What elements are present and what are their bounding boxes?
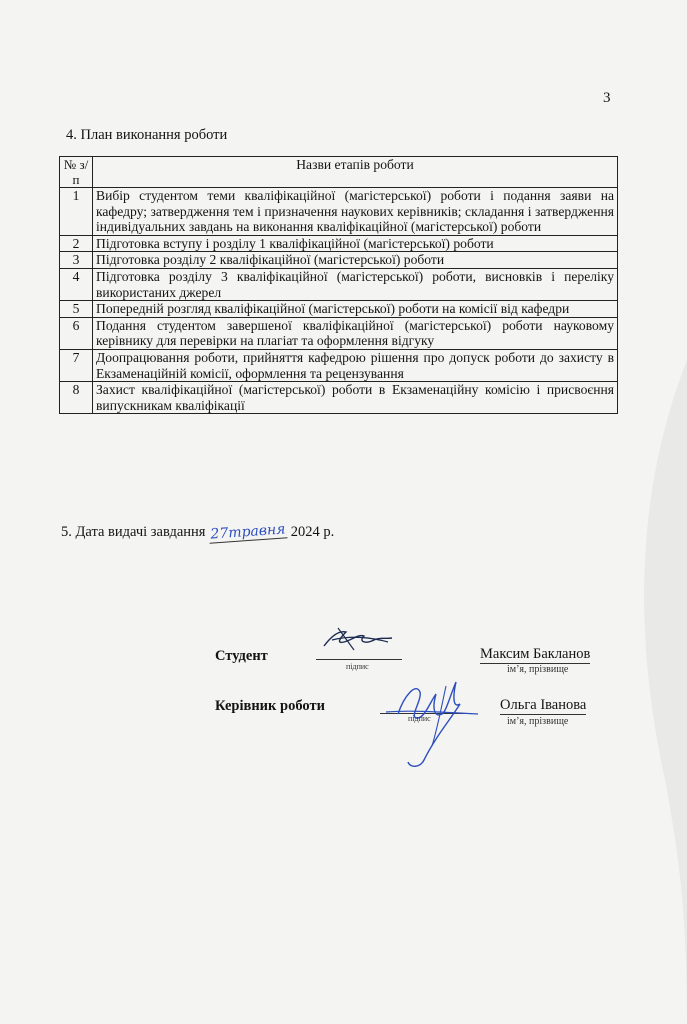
table-row xyxy=(60,268,618,300)
issue-date-label: 5. Дата видачі завдання xyxy=(61,524,206,540)
stage-text: Підготовка розділу 2 кваліфікаційної (магістерської) роботи xyxy=(93,252,618,269)
row-number: 3 xyxy=(60,252,93,269)
supervisor-full-name: Ольга Іванова xyxy=(500,697,587,713)
supervisor-name-caption: ім’я, прізвище xyxy=(507,716,569,727)
issue-date-year: 2024 р. xyxy=(290,524,335,540)
student-signature-caption: підпис xyxy=(346,662,369,671)
stage-text: Підготовка вступу і розділу 1 кваліфікаційної (магістерської) роботи xyxy=(93,235,618,252)
stage-text: Доопрацювання роботи, прийняття кафедрою рішення про допуск роботи до захисту в Екзаменаційній комісії, оформлення та рецензування xyxy=(93,349,618,381)
issue-date-line xyxy=(61,521,335,543)
table-row xyxy=(60,235,618,252)
supervisor-signature-caption: підпис xyxy=(408,714,431,723)
row-number: 7 xyxy=(60,349,93,381)
stage-text: Попередній розгляд кваліфікаційної (магістерської) роботи на комісії від кафедри xyxy=(93,301,618,318)
column-header-stage-name: Назви етапів роботи xyxy=(93,157,618,188)
row-number: 2 xyxy=(60,235,93,252)
stage-text: Захист кваліфікаційної (магістерської) роботи в Екзаменаційну комісію і присвоєння випускникам кваліфікації xyxy=(93,382,618,414)
stage-text: Підготовка розділу 3 кваліфікаційної (магістерської) роботи, висновків і переліку використаних джерел xyxy=(93,268,618,300)
plan-section-title: 4. План виконання роботи xyxy=(66,127,228,143)
row-number: 6 xyxy=(60,317,93,349)
paper-fold-shadow xyxy=(560,360,687,1024)
student-full-name: Максим Бакланов xyxy=(480,646,591,662)
handwritten-date: 27травня xyxy=(210,521,287,543)
table-row xyxy=(60,252,618,269)
row-number: 4 xyxy=(60,268,93,300)
supervisor-role-label: Керівник роботи xyxy=(215,698,325,714)
table-row xyxy=(60,349,618,381)
table-row xyxy=(60,301,618,318)
table-row xyxy=(60,188,618,236)
table-header-row xyxy=(60,157,618,188)
stage-text: Подання студентом завершеної кваліфікаційної (магістерської) роботи науковому керівнику для перевірки на плагіат та оформлення відгуку xyxy=(93,317,618,349)
table-row xyxy=(60,317,618,349)
student-role-label: Студент xyxy=(215,648,268,664)
table-row xyxy=(60,382,618,414)
work-plan-table xyxy=(59,156,618,414)
student-signature-mark xyxy=(318,624,398,656)
student-name-caption: ім’я, прізвище xyxy=(507,664,569,675)
row-number: 1 xyxy=(60,188,93,236)
row-number: 8 xyxy=(60,382,93,414)
stage-text: Вибір студентом теми кваліфікаційної (магістерської) роботи і подання заяви на кафедру; затвердження тем і призначення наукових керівників; складання і затвердження індивідуальних завдань на виконання кваліфікаційної (магістерської) роботи xyxy=(93,188,618,236)
supervisor-signature-mark xyxy=(380,656,490,771)
column-header-number: № з/п xyxy=(60,157,93,188)
page-number: 3 xyxy=(603,90,611,106)
row-number: 5 xyxy=(60,301,93,318)
